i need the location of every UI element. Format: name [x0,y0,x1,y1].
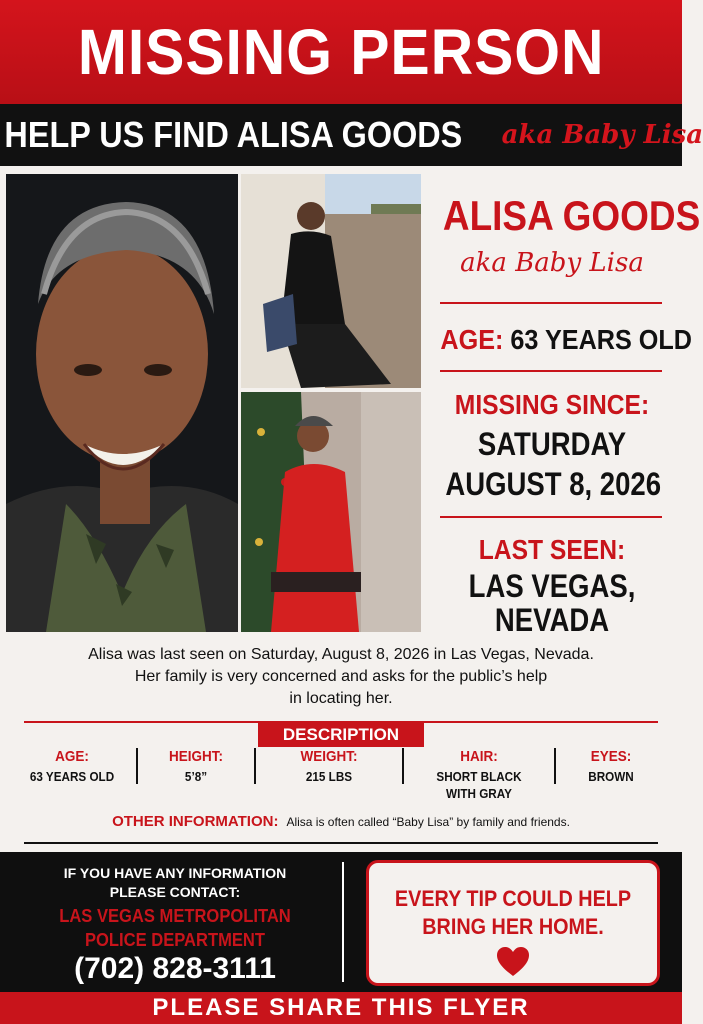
stat-weight [270,748,388,785]
stat-value: BROWN [588,769,634,784]
other-info-label: OTHER INFORMATION: [112,813,279,830]
dept-line: POLICE DEPARTMENT [84,930,266,950]
other-information [0,813,682,830]
summary-line: in locating her. [289,690,393,707]
tip-box [366,860,660,986]
person-aka: aka Baby Lisa [460,248,644,278]
description-heading: DESCRIPTION [258,723,424,747]
stat-hair [420,748,538,802]
divider [440,302,662,304]
stat-height [150,748,242,785]
stat-label: AGE: [55,748,89,765]
stat-separator [136,748,138,784]
stat-label: EYES: [590,748,632,765]
stat-value: 5’8” [184,769,208,784]
share-footer: PLEASE SHARE THIS FLYER [0,992,682,1024]
police-department [32,904,317,952]
stat-separator [254,748,256,784]
missing-since-date: AUGUST 8, 2026 [445,466,662,502]
stat-value: 215 LBS [305,769,353,784]
age-label: AGE: [440,324,504,355]
missing-since-day: SATURDAY [477,426,627,462]
stat-separator [554,748,556,784]
contact-ask-line: IF YOU HAVE ANY INFORMATION [63,865,287,881]
header-title-bar [0,0,682,104]
last-seen-city: LAS VEGAS, [468,568,636,604]
contact-ask-line: PLEASE CONTACT: [109,884,241,900]
other-info-value: Alisa is often called “Baby Lisa” by family and friends. [286,815,570,829]
divider [440,370,662,372]
portrait-photo [6,174,238,632]
tip-line: BRING HER HOME. [422,914,604,939]
help-line: HELP US FIND ALISA GOODS [4,114,463,155]
header-help-band [0,104,703,166]
summary-text [40,644,642,710]
contact-divider [342,862,344,982]
age-line [440,324,693,356]
stat-label: HEIGHT: [169,748,223,765]
street-photo [241,174,421,388]
stat-separator [402,748,404,784]
tip-text [383,885,642,941]
summary-line: Her family is very concerned and asks for the public’s help [134,668,548,685]
divider [440,516,662,518]
tip-line: EVERY TIP COULD HELP [394,886,632,911]
stat-age [24,748,120,785]
last-seen-label: LAST SEEN: [478,534,626,565]
missing-since-label: MISSING SINCE: [454,389,650,420]
last-seen-state: NEVADA [494,602,610,638]
age-value: 63 YEARS OLD [510,324,693,355]
dept-line: LAS VEGAS METROPOLITAN [59,906,291,926]
stat-value: 63 YEARS OLD [29,769,115,784]
holiday-photo [241,392,421,632]
section-rule [24,842,658,844]
contact-ask [20,864,330,902]
stat-label: WEIGHT: [300,748,358,765]
profile-panel [428,174,701,638]
contact-phone: (702) 828-3111 [74,952,276,985]
flyer-title: MISSING PERSON [77,16,605,88]
header-aka: aka Baby Lisa [501,120,703,150]
summary-line: Alisa was last seen on Saturday, August 8, 2026 in Las Vegas, Nevada. [88,646,594,663]
stat-label: HAIR: [460,748,498,765]
contact-section [0,852,682,992]
heart-icon [497,947,529,977]
stat-eyes [568,748,654,785]
person-name: ALISA GOODS [442,192,701,239]
stat-value: SHORT BLACK WITH GRAY [436,769,522,801]
